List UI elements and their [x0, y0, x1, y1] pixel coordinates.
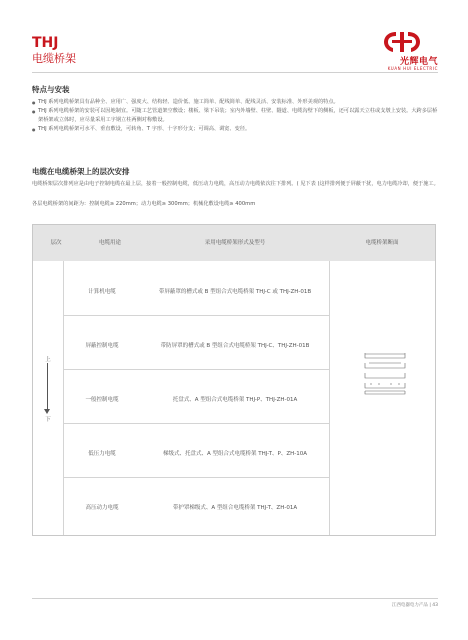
- column-divider: [329, 261, 330, 535]
- row-use: 低压力电缆: [88, 451, 116, 457]
- section-title-features: 特点与安装: [32, 85, 70, 94]
- row-form: 带防屏罩的槽式或 B 型组合式电缆桥架 THJ-C、THJ-ZH-01B: [160, 343, 310, 349]
- layering-table: [32, 224, 436, 536]
- brand-logo-icon: [362, 30, 438, 56]
- order-arrow-head: [44, 409, 50, 414]
- title-block: [32, 35, 76, 66]
- header-use: 电缆用途: [98, 240, 121, 246]
- row-form: 带屏蔽罩的槽式或 B 型组合式电缆桥架 THJ-C 或 THJ-ZH-01B: [158, 289, 312, 295]
- row-form: 带护罩梯级式、A 型组合电缆桥架 THJ-T、ZH-01A: [172, 505, 298, 511]
- spacing-paragraph: 各层电缆桥架的间距为：控制电缆≥ 220mm；动力电缆≥ 300mm；机械化敷设电缆≥ 400mm: [32, 201, 256, 207]
- feature-item: ● THJ 系列电缆桥架的安装可以因地制宜。可随工艺管道架空敷设；楼板、梁下吊装；室内外墙壁、柱壁、隧道、电缆沟壁下的侧板，还可以露天立柱或支墩上安装。大跨多层桥架桥架或立体时，应尽量采用工字钢立柱两侧对称敷设。: [32, 107, 440, 125]
- section-title-layering: 电缆在电缆桥架上的层次安排: [32, 167, 130, 176]
- row-use: 屏蔽控制电缆: [85, 343, 119, 349]
- feature-list: [32, 98, 440, 134]
- brand-logo-name: 光辉电气: [399, 57, 438, 67]
- tray-section-diagram: [363, 351, 407, 395]
- row-use: 一般控制电缆: [85, 397, 119, 403]
- row-form: 梯级式、托盘式、A 型组合式电缆桥架 THJ-T、P、ZH-10A: [163, 451, 307, 457]
- page-title: THJ: [32, 35, 59, 51]
- page-footer: 江西电器电力产品 | 43: [391, 603, 438, 608]
- row-form: 托盘式、A 型组合式电缆桥架 THJ-P、THJ-ZH-01A: [172, 397, 298, 403]
- brand-logo: [362, 30, 438, 74]
- header-divider: [32, 72, 438, 73]
- row-use: 计算机电缆: [88, 289, 116, 295]
- table-header: [33, 225, 435, 261]
- feature-item: ● THJ 系列电缆桥架可水平、垂直敷设，可转角、T 字形、十字形分支；可调高、调宽、变径。: [32, 125, 440, 134]
- level-bottom-label: 下: [45, 417, 51, 423]
- tray-section-icon: [363, 351, 407, 395]
- header-section: 电缆桥架断面: [365, 240, 399, 246]
- row-use: 高压动力电缆: [85, 505, 119, 511]
- order-arrow: [47, 363, 48, 411]
- level-top-label: 上: [45, 357, 51, 363]
- brand-logo-sub: KUAN HUI ELECTRIC: [387, 66, 438, 71]
- layering-paragraph: 电缆桥架层次排列应是由电子控制电缆在最上层，接着一般控制电缆，低压动力电缆，高压动力电缆依次往下排列。( 见下表 )这样排列便于屏蔽干扰，电力电缆冷却，便于施工。: [32, 181, 439, 187]
- header-level: 层次: [50, 240, 62, 246]
- header-form: 采用电缆桥架形式及型号: [204, 240, 266, 246]
- page-subtitle: 电缆桥架: [32, 52, 76, 65]
- footer-divider: [32, 598, 438, 599]
- feature-item: ● THJ 系列电缆桥架具有品种全、应用广、强度大、结构轻、造价低、施工简单、配线简单、配线灵活、安装标准、外形美观的特点。: [32, 98, 440, 107]
